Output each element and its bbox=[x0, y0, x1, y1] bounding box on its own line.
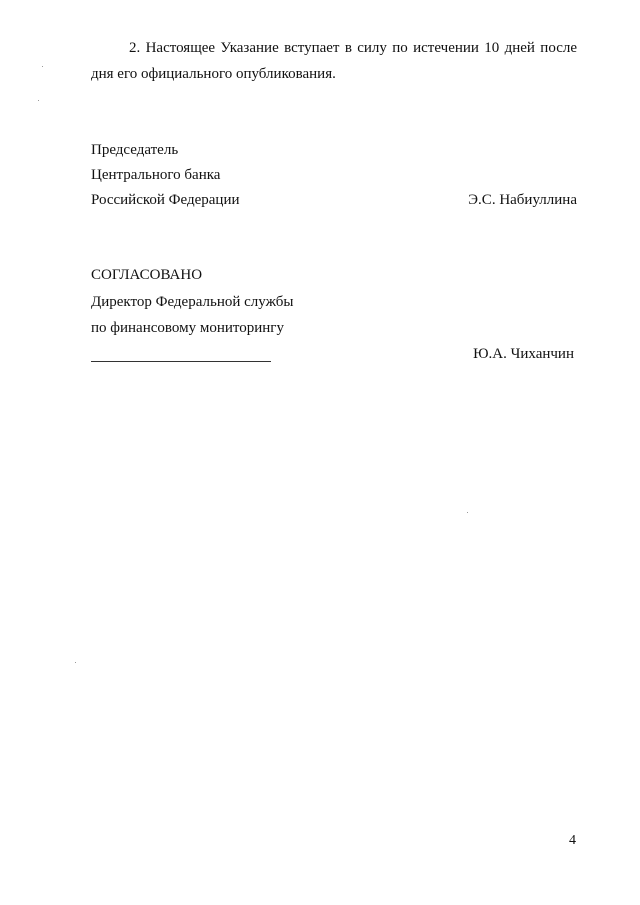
page-number: 4 bbox=[569, 833, 576, 848]
paragraph-line-1: 2. Настоящее Указание вступает в силу по истечении 10 дней после bbox=[129, 40, 577, 56]
scan-speck bbox=[467, 512, 468, 513]
scan-speck bbox=[42, 66, 43, 67]
approval-name: Ю.А. Чиханчин bbox=[473, 346, 574, 362]
paragraph-line-2: дня его официального опубликования. bbox=[91, 66, 336, 82]
approval-heading: СОГЛАСОВАНО bbox=[91, 267, 203, 283]
scan-speck bbox=[38, 100, 39, 101]
scan-speck bbox=[75, 662, 76, 663]
chairman-title-line-3: Российской Федерации bbox=[91, 192, 240, 208]
chairman-name: Э.С. Набиуллина bbox=[468, 192, 577, 208]
chairman-title-line-2: Центрального банка bbox=[91, 167, 221, 183]
signature-rule bbox=[91, 361, 271, 362]
approval-title-line-2: по финансовому мониторингу bbox=[91, 320, 284, 336]
approval-title-line-1: Директор Федеральной службы bbox=[91, 294, 294, 310]
chairman-title-line-1: Председатель bbox=[91, 142, 179, 158]
